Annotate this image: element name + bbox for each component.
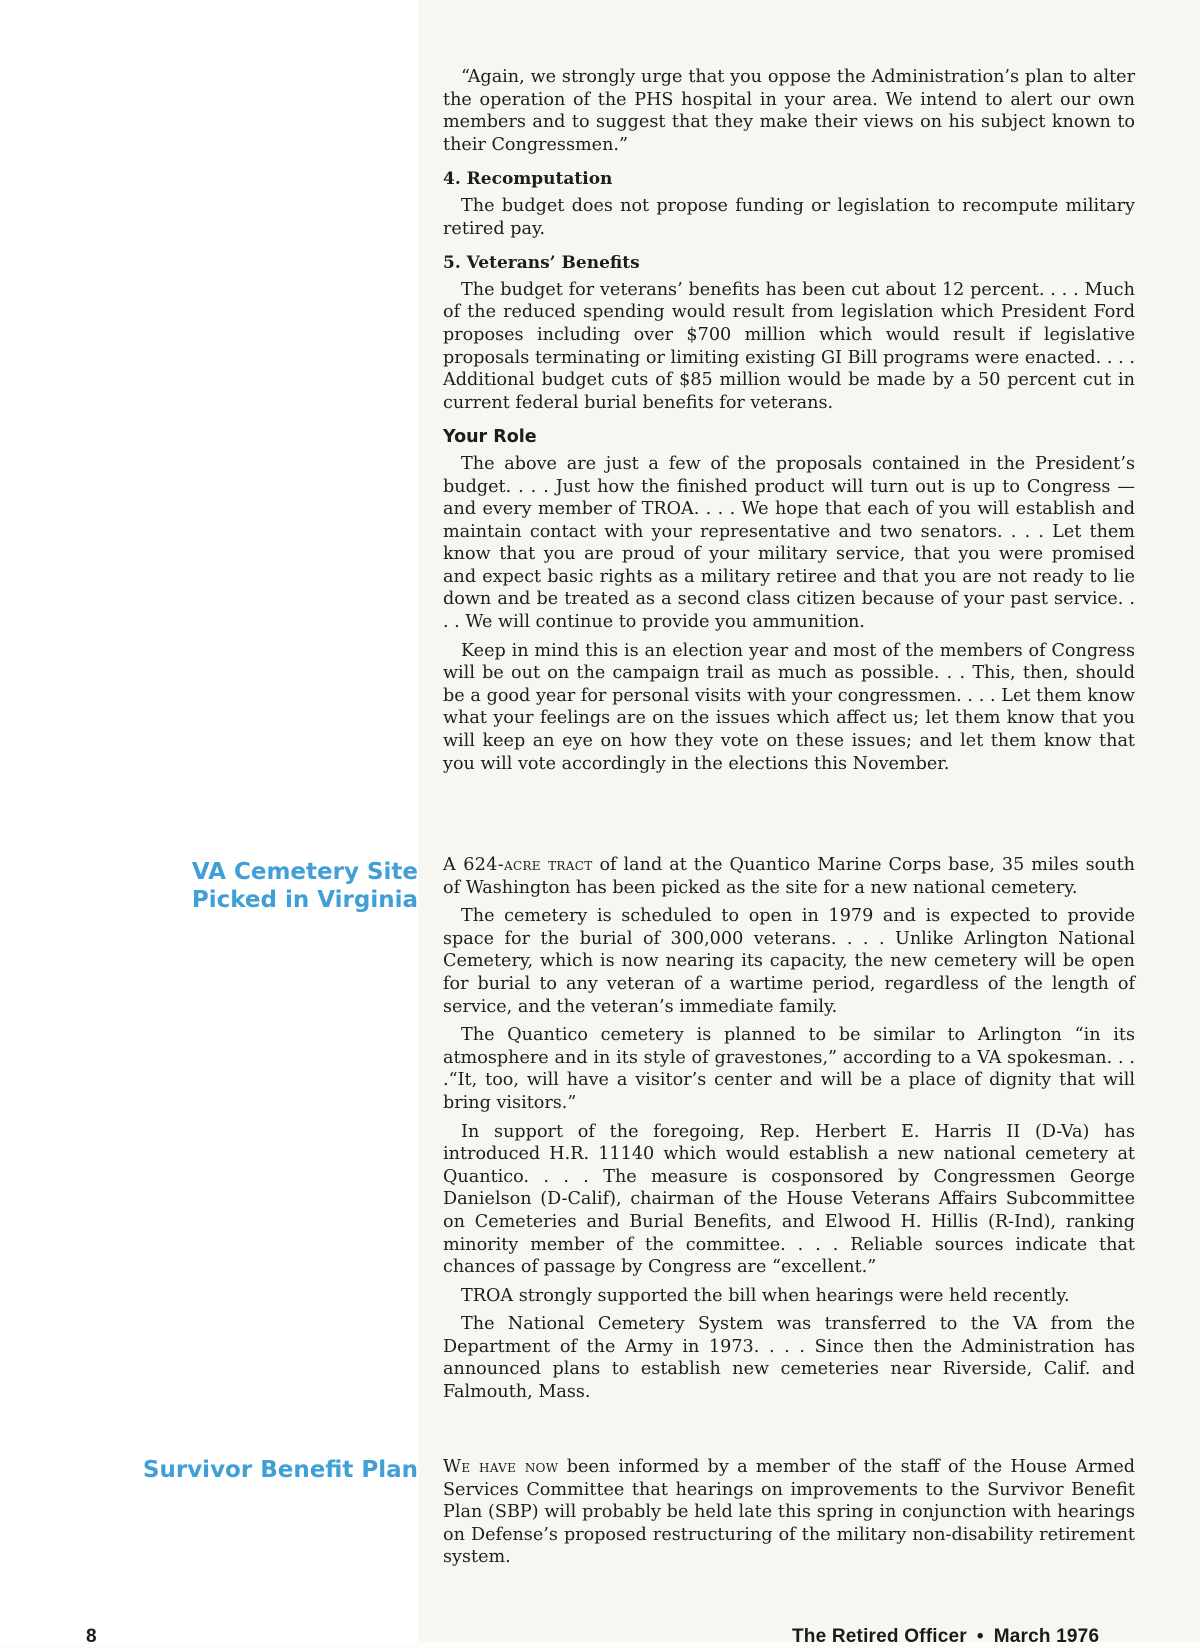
va-cemetery-headline — [118, 858, 418, 914]
publication-footer — [792, 1626, 1099, 1648]
footer-separator: • — [976, 1626, 984, 1647]
va-lead-caps: A 624-acre tract — [443, 855, 593, 875]
sbp-lead-rest: been informed by a member of the staff of the House Armed Services Committee that hearings on improvements to the Survivor Benefit Plan (SBP) will probably be held late this spring in conjunction with hearings on Defense’s proposed restructuring of the military non-disability retirement system. — [443, 1457, 1135, 1568]
va-paragraph-2: The cemetery is scheduled to open in 1979 and is expected to provide space for the burial of 300,000 veterans. . . . Unlike Arlington National Cemetery, which is now nearing its capacity, the new cemetery will be open for burial to any veteran of a wartime period, regardless of the length of service, and the veteran’s immediate family. — [443, 906, 1135, 1017]
sbp-lead-caps: We have now — [443, 1457, 559, 1477]
heading-recomputation: 4. Recomputation — [443, 169, 613, 190]
va-headline-line-1: VA Cemetery Site — [191, 859, 418, 885]
va-cemetery-section — [443, 854, 1135, 1404]
page-number: 8 — [86, 1626, 97, 1647]
va-headline-line-2: Picked in Virginia — [191, 887, 418, 913]
va-lead-rest: of land at the Quantico Marine Corps base, 35 miles south of Washington has been picked as the site for a new national cemetery. — [443, 855, 1135, 898]
quote-paragraph: “Again, we strongly urge that you oppose the Administration’s plan to alter the operation of the PHS hospital in your area. We intend to alert our own members and to suggest that they make their views on his subject known to their Congressmen.” — [443, 67, 1135, 155]
heading-veterans-benefits: 5. Veterans’ Benefits — [443, 253, 640, 274]
va-lead-paragraph — [443, 854, 1135, 899]
va-paragraph-4: In support of the foregoing, Rep. Herbert E. Harris II (D-Va) has introduced H.R. 11140 which would establish a new national cemetery at Quantico. . . . The measure is cosponsored by Congressmen George Danielson (D-Calif), chairman of the House Veterans Affairs Subcommittee on Cemeteries and Burial Benefits, and Elwood H. Hillis (R-Ind), ranking minority member of the committee. . . . Reliable sources indicate that chances of passage by Congress are “excellent.” — [443, 1121, 1135, 1278]
veterans-benefits-paragraph: The budget for veterans’ benefits has been cut about 12 percent. . . . Much of the reduced spending would result from legislation which President Ford proposes including over $700 million which would result if legislative proposals terminating or limiting existing GI Bill programs were enacted. . . . Additional budget cuts of $85 million would be made by a 50 percent cut in current federal burial benefits for veterans. — [443, 279, 1135, 413]
top-section — [443, 66, 1135, 775]
va-paragraph-5: TROA strongly supported the bill when hearings were held recently. — [461, 1285, 1070, 1306]
your-role-paragraph-1: The above are just a few of the proposals contained in the President’s budget. . . . Just how the finished product will turn out is up to Congress —and every member of TROA. . . . We hope that each of you will establish and maintain contact with your representative and two senators. . . . Let them know that you are proud of your military service, that you were promised and expect basic rights as a military retiree and that you are not ready to lie down and be treated as a second class citizen because of your past service. . . . We will continue to provide you ammunition. — [443, 453, 1135, 633]
left-margin — [0, 0, 418, 1642]
recomputation-paragraph: The budget does not propose funding or legislation to recompute military retired pay. — [443, 195, 1135, 239]
va-paragraph-6: The National Cemetery System was transferred to the VA from the Department of the Army in 1973. . . . Since then the Administration has announced plans to establish new cemeteries near Riverside, Calif. and Falmouth, Mass. — [443, 1314, 1135, 1403]
publication-name: The Retired Officer — [792, 1626, 967, 1647]
issue-date: March 1976 — [993, 1626, 1100, 1647]
your-role-paragraph-2: Keep in mind this is an election year and most of the members of Congress will be out on the campaign trail as much as possible. . . This, then, should be a good year for personal visits with your congressmen. . . . Let them know what your feelings are on the issues which affect us; let them know that you will keep an eye on how they vote on these issues; and let them know that you will vote accordingly in the elections this November. — [443, 640, 1135, 774]
sbp-paragraph — [443, 1456, 1135, 1569]
va-paragraph-3: The Quantico cemetery is planned to be similar to Arlington “in its atmosphere and in its style of gravestones,” according to a VA spokesman. . . .“It, too, will have a visitor’s center and will be a place of dignity that will bring visitors.” — [443, 1025, 1135, 1113]
heading-your-role: Your Role — [443, 427, 537, 448]
sbp-section — [443, 1456, 1135, 1569]
sbp-headline: Survivor Benefit Plan — [142, 1457, 418, 1483]
